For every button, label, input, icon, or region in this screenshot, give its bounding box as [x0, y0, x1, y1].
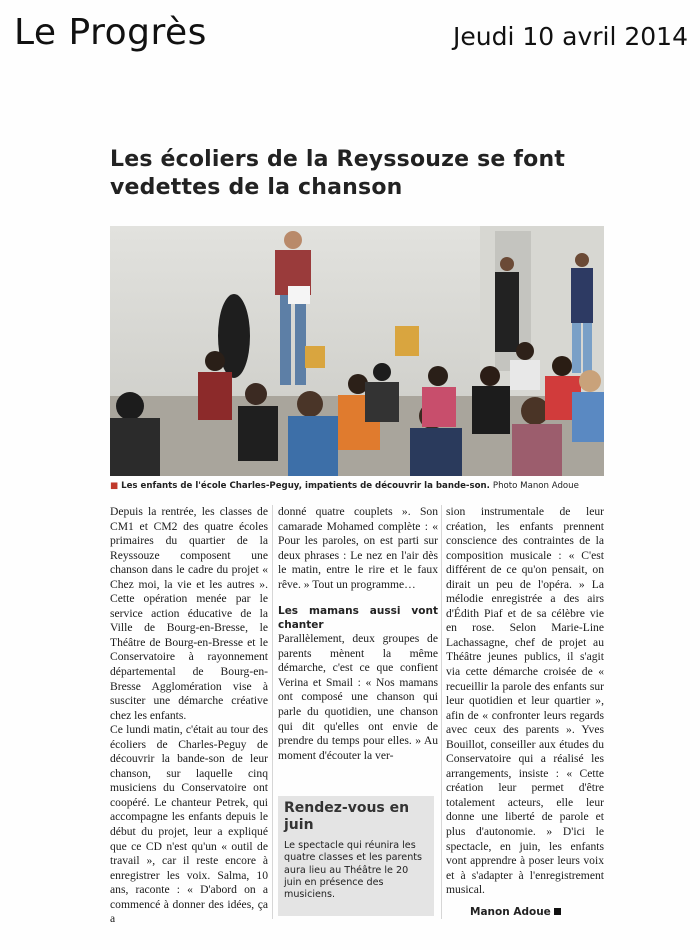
article-column-2	[278, 505, 438, 763]
article-subheading: Les mamans aussi vont chanter	[278, 605, 438, 632]
author-signature	[470, 906, 561, 918]
article-paragraph: sion instrumentale de leur création, les enfants prennent conscience des contraintes de la composition musicale : « C'est différent de ce qu'on pensait, on dirait un peu de l'opéra. » La mélodie enregistrée a des airs d'Édith Piaf et de sa célèbre vie en rose. Selon Marie-Line Lachassagne, chef de projet au Théâtre jeunes publics, il s'agit via cette démarche croisée de « recueillir la parole des enfants sur leur quotidien et leur quartier », afin de « confronter leurs regards avec ceux des parents ». Yves Bouillot, conseiller aux études du Conservatoire qui a réalisé les arrangements, insiste : « Cette création leur permet d'être totalement acteurs, elle leur donne une liberté de parole et plus d'autonomie. » D'ici le spectacle, en juin, les enfants vont apprendre à poser leurs voix et à s'adapter à l'enregistrement musical.	[446, 505, 604, 897]
end-mark-icon	[554, 908, 561, 915]
info-box	[278, 796, 434, 916]
caption-bullet-icon: ■	[110, 481, 119, 491]
caption-text: Les enfants de l'école Charles-Peguy, impatients de découvrir la bande-son.	[121, 481, 490, 491]
photo-credit: Photo Manon Adoue	[492, 481, 579, 491]
publication-date: Jeudi 10 avril 2014	[453, 22, 688, 51]
column-divider	[441, 505, 442, 919]
article-paragraph: Ce lundi matin, c'était au tour des écoliers de Charles-Peguy de découvrir la bande-son de leur chanson, sur laquelle cinq musiciens du Conservatoire ont coopéré. Le chanteur Petrek, qui accompagne les enfants depuis le début du projet, leur a expliqué que ce CD n'est qu'un « outil de travail », car il reste encore à enregistrer les voix. Salma, 10 ans, raconte : « D'abord on a commencé à donner des idées, ça a	[110, 723, 268, 926]
photo-caption	[110, 481, 610, 491]
info-box-text: Le spectacle qui réunira les quatre classes et les parents aura lieu au Théâtre le 20 juin en présence des musiciens.	[284, 840, 423, 901]
column-divider	[272, 505, 273, 919]
author-name: Manon Adoue	[470, 906, 551, 918]
article-paragraph: Depuis la rentrée, les classes de CM1 et CM2 des quatre écoles primaires du quartier de la Reyssouze composent une chanson dans le cadre du projet « Chez moi, la vie et les autres ». Cette opération menée par le service action éducative de la Ville de Bourg-en-Bresse, le Théâtre de Bourg-en-Bresse et le Conservatoire à rayonnement départemental de Bourg-en-Bresse Agglomération vise à susciter une démarche créative chez les enfants.	[110, 505, 268, 722]
article-headline: Les écoliers de la Reyssouze se font vedettes de la chanson	[110, 147, 566, 200]
article-paragraph: Parallèlement, deux groupes de parents mènent la même démarche, c'est ce que confient Verina et Smail : « Nos mamans ont composé une chanson qui parle du quotidien, une chanson qui dit qu'elles ont envie de prendre du temps pour elles. » Au moment d'écouter la ver-	[278, 632, 438, 762]
newspaper-masthead: Le Progrès	[14, 12, 207, 53]
classroom-photo-illustration	[110, 226, 604, 476]
article-column-1	[110, 505, 268, 927]
article-photo	[110, 226, 604, 476]
article-column-3	[446, 505, 604, 898]
info-box-title: Rendez-vous en juin	[284, 800, 410, 833]
article-paragraph: donné quatre couplets ». Son camarade Mohamed complète : « Pour les paroles, on est parti sur deux phrases : Le nez en l'air dès le matin, entre le rire et le faux rêve. » Tout un programme…	[278, 505, 438, 591]
